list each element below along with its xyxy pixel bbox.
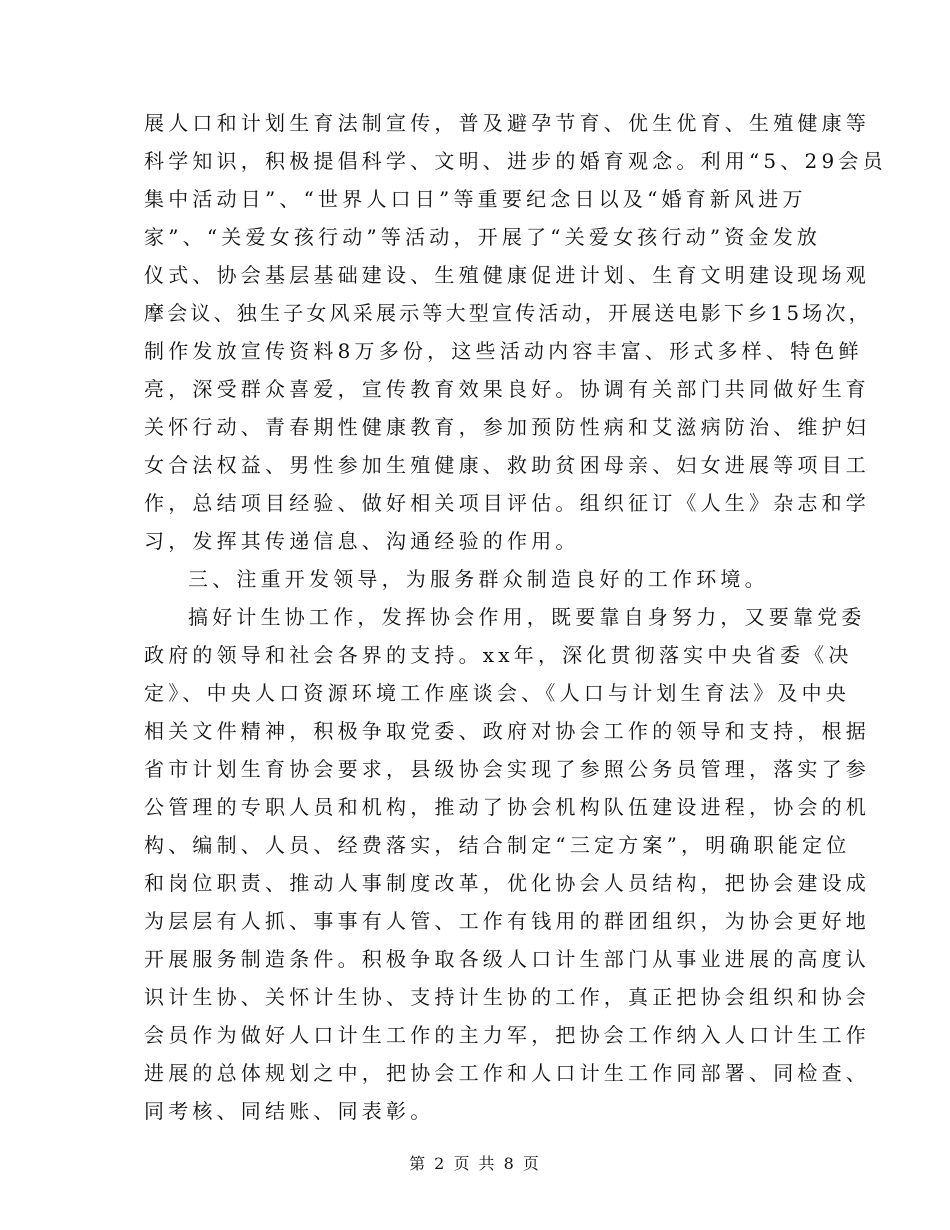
text-line: 亮，深受群众喜爱，宣传教育效果良好。协调有关部门共同做好生育 — [144, 377, 870, 401]
text-line: 女合法权益、男性参加生殖健康、救助贫困母亲、妇女进展等项目工 — [144, 453, 870, 477]
text-line: 作，总结项目经验、做好相关项目评估。组织征订《人生》杂志和学 — [144, 491, 870, 515]
text-line: 搞好计生协工作，发挥协会作用，既要靠自身努力，又要靠党委 — [188, 605, 866, 629]
text-line: 开展服务制造条件。积极争取各级人口计生部门从事业进展的高度认 — [144, 947, 870, 971]
text-line: 省市计划生育协会要求，县级协会实现了参照公务员管理，落实了参 — [144, 757, 870, 781]
text-line: 进展的总体规划之中，把协会工作和人口计生工作同部署、同检查、 — [144, 1061, 870, 1085]
text-line: 家”、“关爱女孩行动”等活动，开展了“关爱女孩行动”资金发放 — [144, 225, 822, 249]
text-line: 定》、中央人口资源环境工作座谈会、《人口与计划生育法》及中央 — [144, 681, 850, 705]
text-line: 公管理的专职人员和机构，推动了协会机构队伍建设进程，协会的机 — [144, 795, 870, 819]
text-line: 相关文件精神，积极争取党委、政府对协会工作的领导和支持，根据 — [144, 719, 870, 743]
text-line: 制作发放宣传资料8万多份，这些活动内容丰富、形式多样、特色鲜 — [144, 339, 863, 363]
text-line: 和岗位职责、推动人事制度改革，优化协会人员结构，把协会建设成 — [144, 871, 870, 895]
text-line: 习，发挥其传递信息、沟通经验的作用。 — [144, 529, 580, 553]
text-line: 科学知识，积极提倡科学、文明、进步的婚育观念。利用“5、29会员 — [144, 149, 887, 173]
text-line: 为层层有人抓、事事有人管、工作有钱用的群团组织，为协会更好地 — [144, 909, 870, 933]
page-footer: 第 2 页 共 8 页 — [409, 1154, 541, 1173]
text-line: 会员作为做好人口计生工作的主力军，把协会工作纳入人口计生工作 — [144, 1023, 870, 1047]
text-line: 集中活动日”、“世界人口日”等重要纪念日以及“婚育新风进万 — [144, 187, 807, 211]
section-heading: 三、注重开发领导，为服务群众制造良好的工作环境。 — [188, 567, 769, 591]
text-line: 仪式、协会基层基础建设、生殖健康促进计划、生育文明建设现场观 — [144, 263, 870, 287]
text-line: 政府的领导和社会各界的支持。xx年，深化贯彻落实中央省委《决 — [144, 643, 853, 667]
text-line: 同考核、同结账、同表彰。 — [144, 1099, 435, 1123]
text-line: 构、编制、人员、经费落实，结合制定“三定方案”，明确职能定位 — [144, 833, 851, 857]
text-line: 关怀行动、青春期性健康教育，参加预防性病和艾滋病防治、维护妇 — [144, 415, 870, 439]
text-line: 摩会议、独生子女风采展示等大型宣传活动，开展送电影下乡15场次， — [144, 301, 872, 325]
text-line: 识计生协、关怀计生协、支持计生协的工作，真正把协会组织和协会 — [144, 985, 870, 1009]
text-line: 展人口和计划生育法制宣传，普及避孕节育、优生优育、生殖健康等 — [144, 111, 870, 135]
